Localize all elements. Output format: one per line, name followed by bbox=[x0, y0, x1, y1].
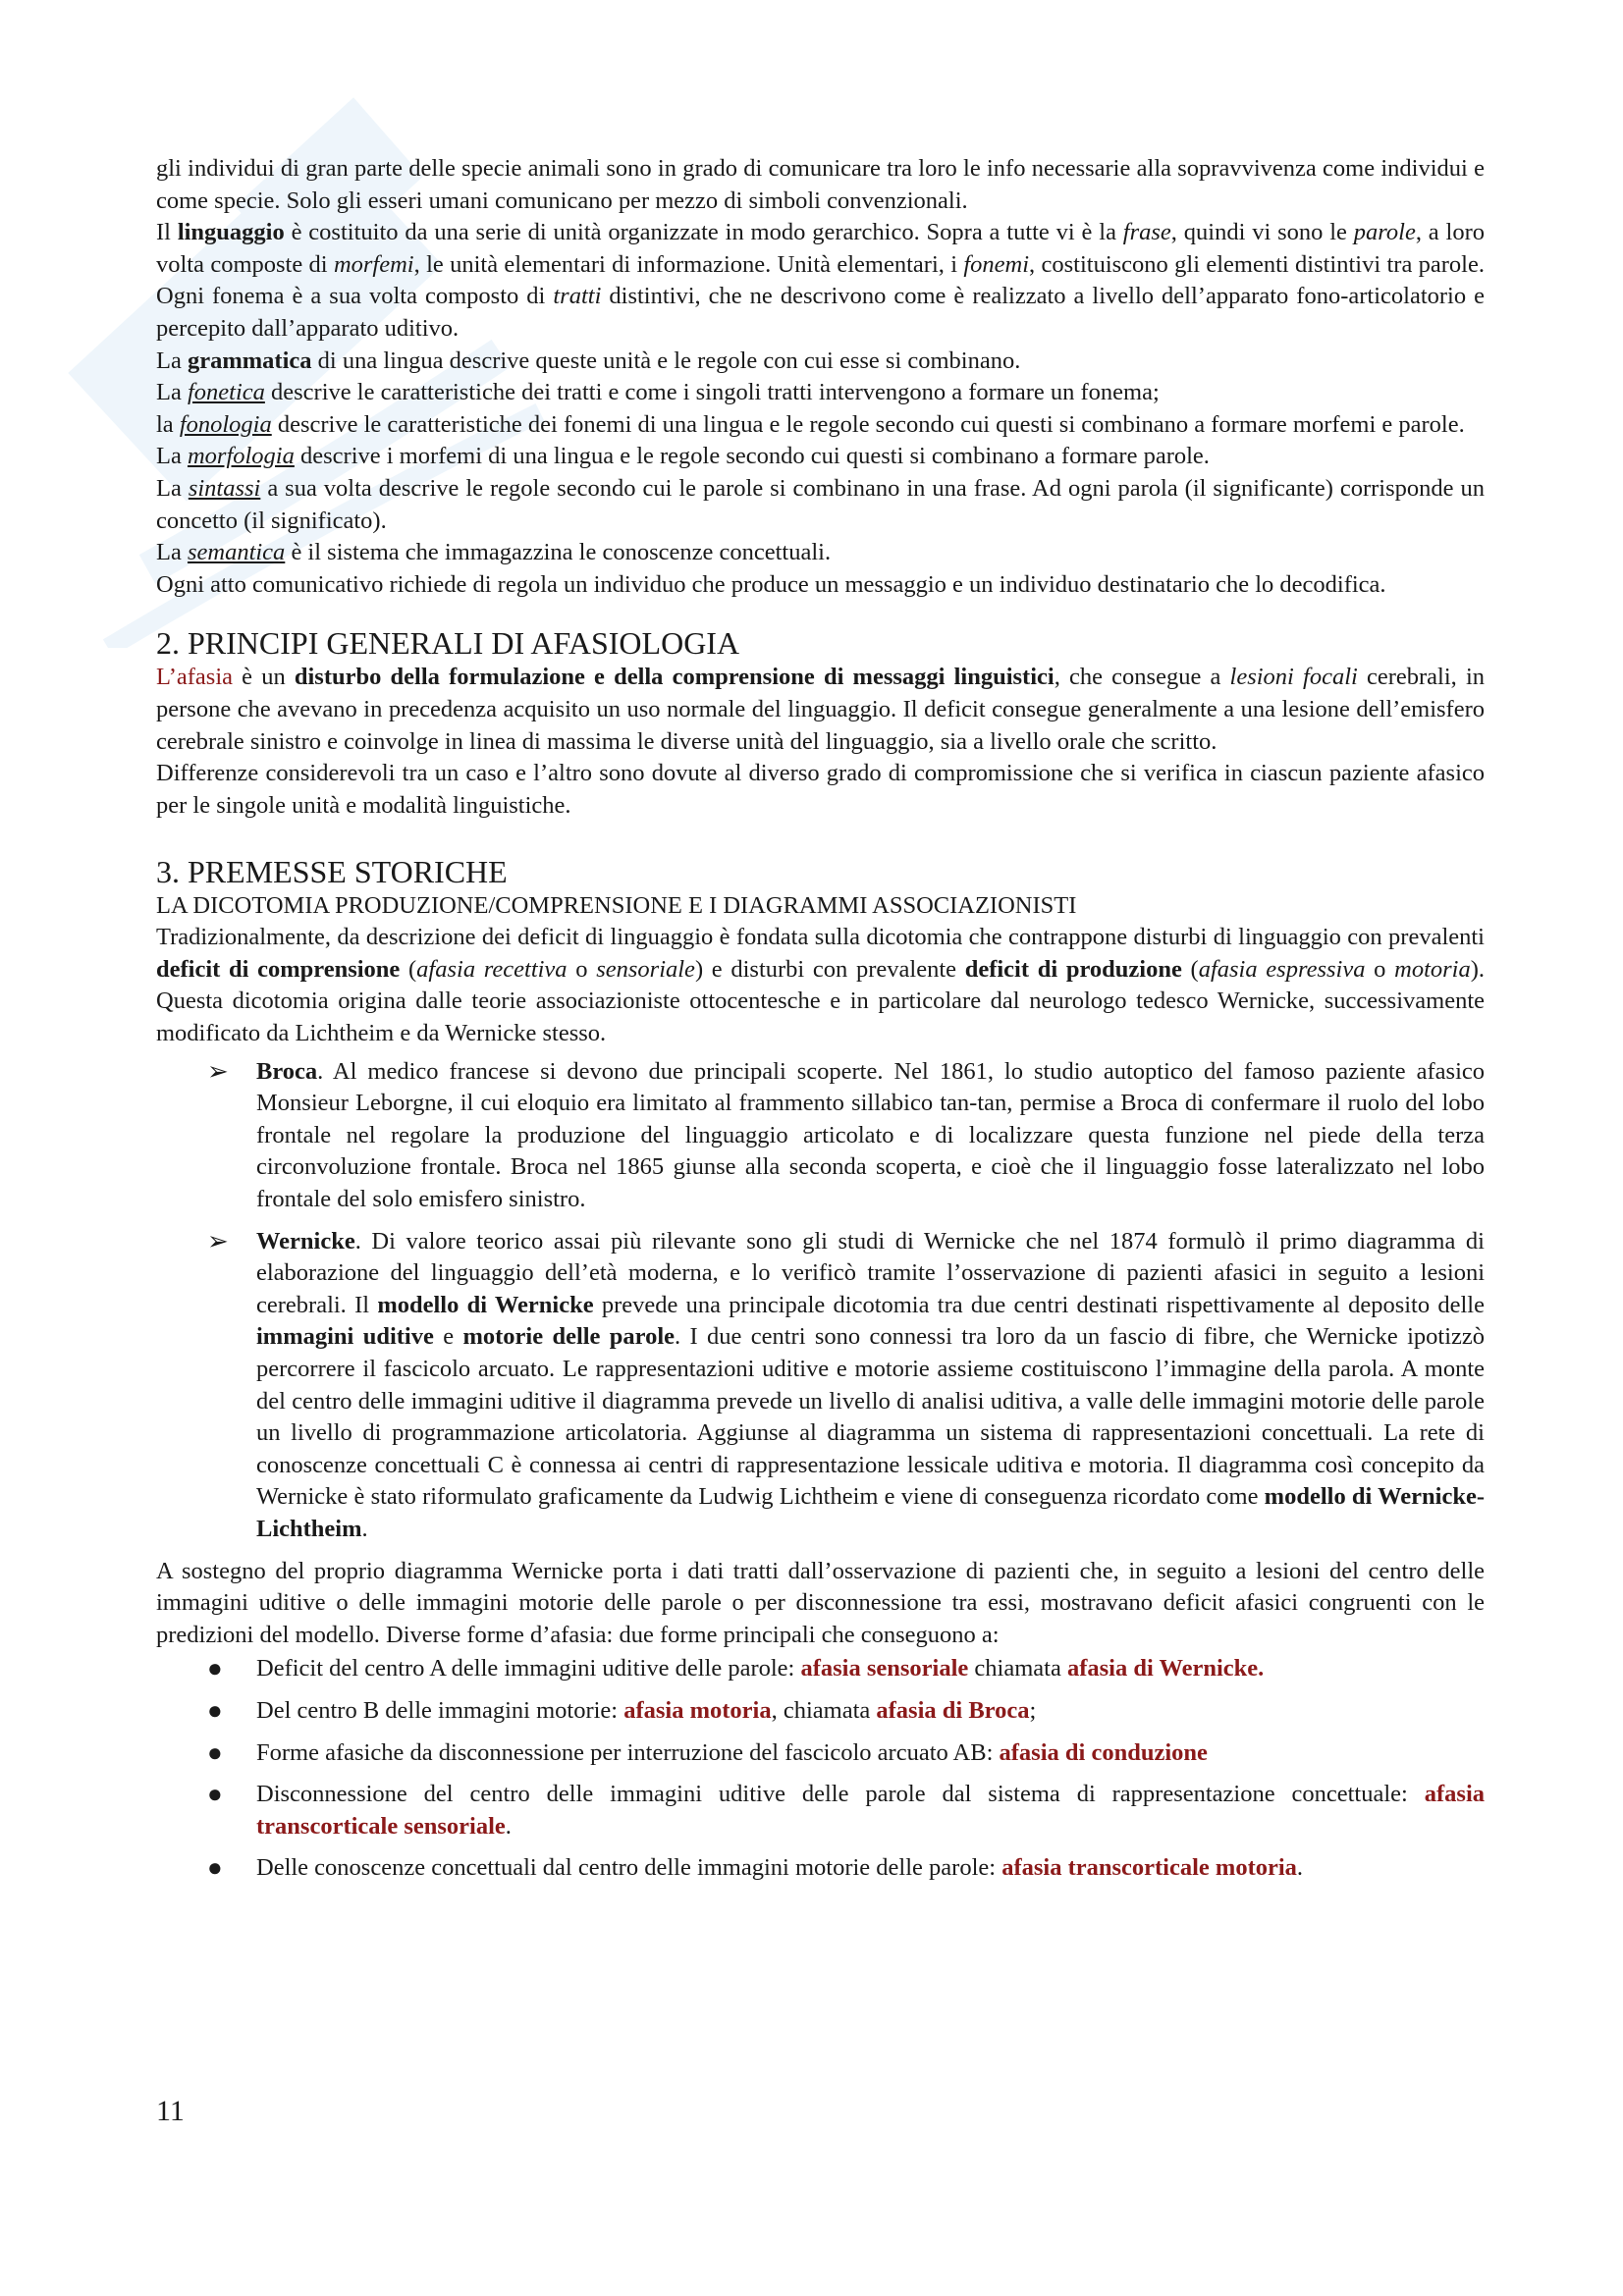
section-3-subtitle: LA DICOTOMIA PRODUZIONE/COMPRENSIONE E I DIAGRAMMI ASSOCIAZIONISTI bbox=[156, 892, 1077, 920]
intro-paragraph-1: gli individui di gran parte delle specie animali sono in grado di comunicare tra loro le info necessarie alla sopravvivenza come individui e come specie. Solo gli esseri umani comunicano per mezzo di simboli convenzionali. bbox=[156, 155, 1485, 214]
section-3-paragraph-1: Tradizionalmente, da descrizione dei deficit di linguaggio è fondata sulla dicotomia che contrappone disturbi di linguaggio con prevalenti deficit di comprensione (afasia recettiva o sensoriale) e disturbi con prevalente deficit di produzione (afasia espressiva o motoria). Questa dicotomia origina dalle teorie associazioniste ottocentesche e in particolare dal neurologo tedesco Wernicke, successivamente modificato da Lichtheim e da Wernicke stesso. bbox=[156, 924, 1486, 1047]
document-page bbox=[156, 153, 1485, 1895]
aphasia-forms-list bbox=[156, 1653, 1485, 1885]
arrow-bullet-icon: ➢ bbox=[207, 1226, 229, 1255]
intro-paragraph-9: Ogni atto comunicativo richiede di regola un individuo che produce un messaggio e un individuo destinatario che lo decodifica. bbox=[156, 570, 1386, 598]
list-item: ● Delle conoscenze concettuali dal centro delle immagini motorie delle parole: afasia transcorticale motoria. bbox=[256, 1852, 1485, 1885]
intro-paragraph-8: La semantica è il sistema che immagazzina le conoscenze concettuali. bbox=[156, 539, 832, 566]
intro-paragraph-2: Il linguaggio è costituito da una serie di unità organizzate in modo gerarchico. Sopra a tutte vi è la frase, quindi vi sono le parole, a loro volta composte di morfemi, le unità elementari di informazione. Unità elementari, i fonemi, costituiscono gli elementi distintivi tra parole. Ogni fonema è a sua volta composto di tratti distintivi, che ne descrivono come è realizzato a livello dell’apparato fono-articolatorio e percepito dall’apparato uditivo. bbox=[156, 219, 1485, 342]
term-fonologia: fonologia bbox=[179, 410, 272, 438]
dot-bullet-icon: ● bbox=[207, 1737, 223, 1767]
list-item-broca: ➢ Broca. Al medico francese si devono due principali scoperte. Nel 1861, lo studio autoptico del famoso paziente afasico Monsieur Leborgne, il cui eloquio era limitato al frammento sillabico tan-tan, permise a Broca di confermare il ruolo del lobo frontale nel regolare la produzione del linguaggio articolato e di localizzare questa funzione nel piede della terza circonvoluzione frontale. Broca nel 1865 giunse alla seconda scoperta, e cioè che il linguaggio fosse lateralizzato nel lobo frontale del solo emisfero sinistro. bbox=[207, 1056, 1485, 1213]
term-fonetica: fonetica bbox=[187, 379, 265, 406]
list-item: ● Disconnessione del centro delle immagini uditive delle parole dal sistema di rappresentazione concettuale: afasia transcorticale sensoriale. bbox=[207, 1780, 1485, 1840]
section-3-title: 3. PREMESSE STORICHE bbox=[156, 854, 508, 890]
dot-bullet-icon: ● bbox=[207, 1654, 223, 1683]
term-semantica: semantica bbox=[187, 539, 286, 566]
dot-bullet-icon: ● bbox=[207, 1780, 223, 1809]
dot-bullet-icon: ● bbox=[207, 1695, 223, 1725]
term-morfologia: morfologia bbox=[187, 443, 295, 470]
section-2-paragraph-1: L’afasia è un disturbo della formulazione e della comprensione di messaggi linguistici, che consegue a lesioni focali cerebrali, in persone che avevano in precedenza acquisito un uso normale del linguaggio. Il deficit consegue generalmente a una lesione dell’emisfero cerebrale sinistro e coinvolge in linea di massima le diverse unità del linguaggio, sia a livello orale che scritto. bbox=[156, 664, 1486, 755]
intro-paragraph-3: La grammatica di una lingua descrive queste unità e le regole con cui esse si combinano. bbox=[156, 347, 1021, 374]
intro-paragraph-5: la fonologia descrive le caratteristiche dei fonemi di una lingua e le regole secondo cui questi si combinano a formare morfemi e parole. bbox=[156, 410, 1465, 438]
list-item: ● Del centro B delle immagini motorie: afasia motoria, chiamata afasia di Broca; bbox=[256, 1695, 1485, 1728]
list-item: ● Deficit del centro A delle immagini uditive delle parole: afasia sensoriale chiamata afasia di Wernicke. bbox=[256, 1653, 1485, 1685]
page-number: 11 bbox=[156, 2095, 185, 2127]
intro-paragraph-4: La fonetica descrive le caratteristiche dei tratti e come i singoli tratti intervengono a formare un fonema; bbox=[156, 379, 1160, 406]
arrow-bullet-icon: ➢ bbox=[207, 1056, 229, 1086]
list-item: ● Forme afasiche da disconnessione per interruzione del fascicolo arcuato AB: afasia di conduzione bbox=[256, 1737, 1485, 1770]
section-2-paragraph-2: Differenze considerevoli tra un caso e l’altro sono dovute al diverso grado di compromissione che si verifica in ciascun paziente afasico per le singole unità e modalità linguistiche. bbox=[156, 760, 1485, 819]
intro-paragraph-7: La sintassi a sua volta descrive le regole secondo cui le parole si combinano in una frase. Ad ogni parola (il significante) corrisponde un concetto (il significato). bbox=[156, 474, 1485, 534]
intro-paragraph-6: La morfologia descrive i morfemi di una lingua e le regole secondo cui questi si combinano a formare parole. bbox=[156, 443, 1210, 470]
term-sintassi: sintassi bbox=[188, 474, 261, 502]
list-item-wernicke: ➢ Wernicke. Di valore teorico assai più rilevante sono gli studi di Wernicke che nel 1874 formulò il primo diagramma di elaborazione del linguaggio dell’età moderna, e lo verificò tramite l’osservazione di pazienti afasici in seguito a lesioni cerebrali. Il modello di Wernicke prevede una principale dicotomia tra due centri destinati rispettivamente al deposito delle immagini uditive e motorie delle parole. I due centri sono connessi tra loro da un fascio di fibre, che Wernicke ipotizzò percorrere il fascicolo arcuato. Le rappresentazioni uditive e motorie assieme costituiscono l’immagine della parola. A monte del centro delle immagini uditive il diagramma prevede un livello di analisi uditiva, a valle delle immagini motorie delle parole un livello di programmazione articolatoria. Aggiunse al diagramma un sistema di rappresentazioni concettuali. La rete di conoscenze concettuali C è connessa ai centri di rappresentazione lessicale uditiva e motoria. Il diagramma così concepito da Wernicke è stato riformulato graficamente da Ludwig Lichtheim e viene di conseguenza ricordato come modello di Wernicke-Lichtheim. bbox=[207, 1226, 1486, 1542]
dot-bullet-icon: ● bbox=[207, 1853, 223, 1883]
scientist-list bbox=[156, 1056, 1485, 1546]
section-3-paragraph-2: A sostegno del proprio diagramma Wernicke porta i dati tratti dall’osservazione di pazienti che, in seguito a lesioni del centro delle immagini uditive o delle immagini motorie delle parole o per disconnessione tra essi, mostravano deficit afasici congruenti con le predizioni del modello. Diverse forme d’afasia: due forme principali che conseguono a: bbox=[156, 1557, 1485, 1648]
section-2-title: 2. PRINCIPI GENERALI DI AFASIOLOGIA bbox=[156, 625, 740, 662]
